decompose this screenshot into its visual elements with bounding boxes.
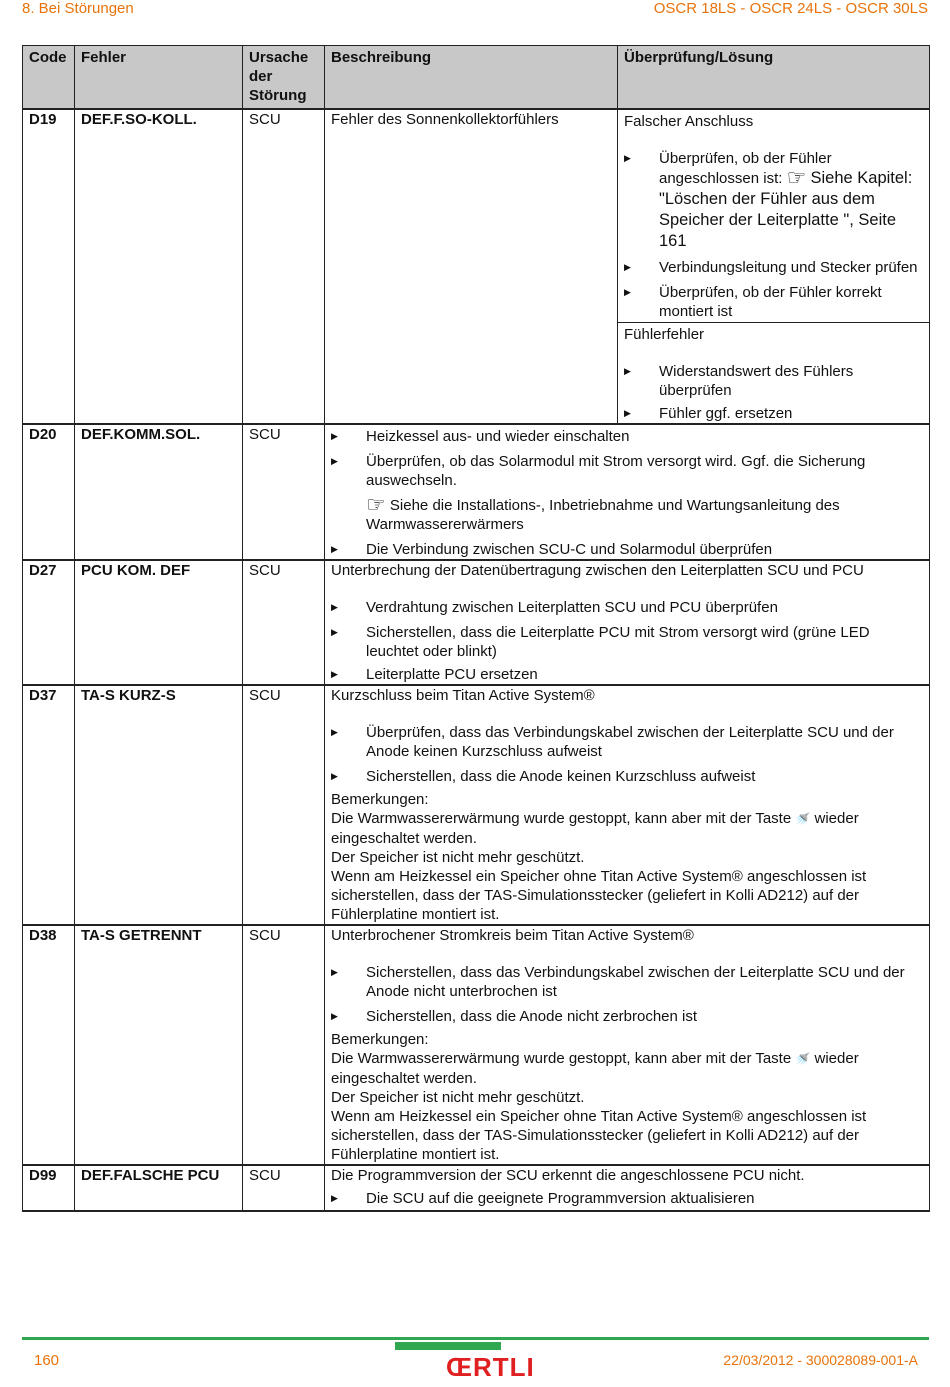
remarks-title: Bemerkungen: bbox=[331, 1031, 429, 1048]
list-item bbox=[331, 623, 923, 661]
list-item bbox=[331, 598, 923, 617]
list-item bbox=[624, 362, 923, 400]
col-solution: Überprüfung/Lösung bbox=[618, 46, 930, 110]
fault-code: D37 bbox=[23, 685, 75, 925]
col-description: Beschreibung bbox=[325, 46, 618, 110]
bullet-icon: ▶ bbox=[624, 287, 631, 297]
bullet-icon: ▶ bbox=[331, 456, 338, 466]
fault-description: Die Programmversion der SCU erkennt die angeschlossene PCU nicht. bbox=[331, 1167, 805, 1184]
hot-water-tap-icon: 🚿 bbox=[795, 1052, 811, 1066]
step-text: Sicherstellen, dass die Anode nicht zerbrochen ist bbox=[366, 1008, 698, 1025]
solution-list bbox=[331, 427, 923, 559]
fault-name: DEF.FALSCHE PCU bbox=[75, 1165, 243, 1211]
bullet-icon: ▶ bbox=[331, 771, 338, 781]
col-cause: Ursache der Störung bbox=[243, 46, 325, 110]
list-item bbox=[624, 149, 923, 252]
remarks bbox=[331, 790, 923, 924]
remark-text-b: wieder eingeschaltet werden. bbox=[331, 810, 859, 847]
solution-list bbox=[624, 362, 923, 423]
list-item bbox=[331, 665, 923, 684]
list-item bbox=[331, 1189, 923, 1210]
solution-list bbox=[331, 963, 923, 1026]
step-text: Überprüfen, ob das Solarmodul mit Strom versorgt wird. Ggf. die Sicherung auswechseln. bbox=[366, 453, 866, 489]
bullet-icon: ▶ bbox=[624, 153, 631, 163]
fault-description: Unterbrechung der Datenübertragung zwischen den Leiterplatten SCU und PCU bbox=[331, 562, 864, 579]
solution-cell bbox=[325, 1165, 930, 1211]
bullet-icon: ▶ bbox=[624, 408, 631, 418]
solution-cell bbox=[618, 109, 930, 424]
table-row bbox=[23, 1165, 930, 1211]
fault-cause: SCU bbox=[243, 685, 325, 925]
brand-logo: ŒRTLI bbox=[446, 1352, 535, 1382]
list-item bbox=[331, 427, 923, 446]
fault-code: D20 bbox=[23, 424, 75, 560]
footer-divider bbox=[22, 1337, 929, 1340]
step-text: Die SCU auf die geeignete Programmversion aktualisieren bbox=[366, 1190, 755, 1207]
table-row bbox=[23, 925, 930, 1165]
bullet-icon: ▶ bbox=[331, 544, 338, 554]
fault-name: DEF.KOMM.SOL. bbox=[75, 424, 243, 560]
fault-description: Fehler des Sonnenkollektorfühlers bbox=[325, 109, 618, 424]
fault-description: Kurzschluss beim Titan Active System® bbox=[331, 687, 595, 704]
fault-code: D99 bbox=[23, 1165, 75, 1211]
page-number: 160 bbox=[34, 1352, 60, 1369]
pointing-hand-icon: ☞ bbox=[366, 492, 386, 517]
step-text: Überprüfen, ob der Fühler angeschlossen ist: bbox=[659, 150, 832, 187]
table-row bbox=[23, 685, 930, 925]
bullet-icon: ▶ bbox=[331, 431, 338, 441]
remark-text: Der Speicher ist nicht mehr geschützt. bbox=[331, 849, 585, 866]
footer-accent-bar bbox=[395, 1342, 501, 1350]
table-row bbox=[23, 560, 930, 685]
remark-text: Der Speicher ist nicht mehr geschützt. bbox=[331, 1089, 585, 1106]
pointing-hand-icon: ☞ bbox=[786, 165, 807, 190]
step-text: Verbindungsleitung und Stecker prüfen bbox=[659, 259, 918, 276]
bullet-icon: ▶ bbox=[624, 366, 631, 376]
table-header-row bbox=[23, 46, 930, 110]
list-item bbox=[331, 963, 923, 1001]
fault-name: TA-S GETRENNT bbox=[75, 925, 243, 1165]
step-text: Fühler ggf. ersetzen bbox=[659, 405, 793, 422]
solution-cell bbox=[325, 560, 930, 685]
list-item bbox=[624, 404, 923, 423]
remark-text-a: Die Warmwassererwärmung wurde gestoppt, kann aber mit der Taste bbox=[331, 1050, 792, 1067]
fault-cause: SCU bbox=[243, 1165, 325, 1211]
fault-cause: SCU bbox=[243, 925, 325, 1165]
list-item bbox=[331, 1007, 923, 1026]
bullet-icon: ▶ bbox=[331, 1193, 338, 1203]
step-text: Heizkessel aus- und wieder einschalten bbox=[366, 428, 630, 445]
fault-cause: SCU bbox=[243, 560, 325, 685]
solution-list bbox=[331, 598, 923, 684]
step-text: Sicherstellen, dass das Verbindungskabel zwischen der Leiterplatte SCU und der Anode nicht unterbrochen ist bbox=[366, 964, 905, 1000]
fault-code: D19 bbox=[23, 109, 75, 424]
step-text: Sicherstellen, dass die Leiterplatte PCU mit Strom versorgt wird (grüne LED leuchtet oder blinkt) bbox=[366, 624, 870, 660]
col-code: Code bbox=[23, 46, 75, 110]
solution-list bbox=[624, 149, 923, 321]
bullet-icon: ▶ bbox=[624, 262, 631, 272]
remark-text-b: wieder eingeschaltet werden. bbox=[331, 1050, 859, 1087]
solution-cell bbox=[325, 685, 930, 925]
table-row bbox=[23, 424, 930, 560]
block-title: Falscher Anschluss bbox=[624, 113, 754, 130]
remarks-title: Bemerkungen: bbox=[331, 791, 429, 808]
step-text: Überprüfen, dass das Verbindungskabel zwischen der Leiterplatte SCU und der Anode keinen Kurzschluss aufweist bbox=[366, 724, 894, 760]
remark-text: Wenn am Heizkessel ein Speicher ohne Titan Active System® angeschlossen ist sicherstellen, dass der TAS-Simulationsstecker (geliefert in Kolli AD212) auf der Fühlerplatine montiert ist. bbox=[331, 1108, 867, 1163]
hot-water-tap-icon: 🚿 bbox=[795, 812, 811, 826]
list-item bbox=[624, 258, 923, 277]
fault-cause: SCU bbox=[243, 109, 325, 424]
table-row bbox=[23, 109, 930, 424]
list-item bbox=[331, 452, 923, 534]
fault-description: Unterbrochener Stromkreis beim Titan Active System® bbox=[331, 927, 694, 944]
remark-text bbox=[331, 1049, 923, 1088]
remarks bbox=[331, 1030, 923, 1164]
fault-name: DEF.F.SO-KOLL. bbox=[75, 109, 243, 424]
solution-cell bbox=[325, 925, 930, 1165]
bullet-icon: ▶ bbox=[331, 1011, 338, 1021]
list-item bbox=[331, 540, 923, 559]
cross-reference-link[interactable]: Siehe Kapitel: "Löschen der Fühler aus dem Speicher der Leiterplatte ", Seite 161 bbox=[659, 169, 913, 250]
bullet-icon: ▶ bbox=[331, 727, 338, 737]
model-title: OSCR 18LS - OSCR 24LS - OSCR 30LS bbox=[653, 0, 928, 17]
remark-text: Wenn am Heizkessel ein Speicher ohne Titan Active System® angeschlossen ist sicherstellen, dass der TAS-Simulationsstecker (geliefert in Kolli AD212) auf der Fühlerplatine montiert ist. bbox=[331, 868, 867, 923]
col-fault: Fehler bbox=[75, 46, 243, 110]
fault-name: PCU KOM. DEF bbox=[75, 560, 243, 685]
step-text: Überprüfen, ob der Fühler korrekt montiert ist bbox=[659, 284, 882, 320]
fault-cause: SCU bbox=[243, 424, 325, 560]
chapter-title: 8. Bei Störungen bbox=[22, 0, 134, 17]
list-item bbox=[331, 767, 923, 786]
fault-name: TA-S KURZ-S bbox=[75, 685, 243, 925]
solution-list bbox=[331, 723, 923, 786]
fault-code: D38 bbox=[23, 925, 75, 1165]
step-text: Verdrahtung zwischen Leiterplatten SCU und PCU überprüfen bbox=[366, 599, 778, 616]
bullet-icon: ▶ bbox=[331, 967, 338, 977]
solution-cell bbox=[325, 424, 930, 560]
list-item bbox=[624, 283, 923, 321]
step-text: Widerstandswert des Fühlers überprüfen bbox=[659, 363, 854, 399]
bullet-icon: ▶ bbox=[331, 602, 338, 612]
remark-text-a: Die Warmwassererwärmung wurde gestoppt, kann aber mit der Taste bbox=[331, 810, 792, 827]
fault-table bbox=[22, 45, 930, 1212]
bullet-icon: ▶ bbox=[331, 669, 338, 679]
bullet-icon: ▶ bbox=[331, 627, 338, 637]
document-reference: 22/03/2012 - 300028089-001-A bbox=[723, 1352, 918, 1368]
block-title: Fühlerfehler bbox=[624, 326, 705, 343]
step-text: Sicherstellen, dass die Anode keinen Kurzschluss aufweist bbox=[366, 768, 756, 785]
step-text: Leiterplatte PCU ersetzen bbox=[366, 666, 538, 683]
fault-code: D27 bbox=[23, 560, 75, 685]
solution-list bbox=[331, 1189, 923, 1210]
step-text: Die Verbindung zwischen SCU-C und Solarmodul überprüfen bbox=[366, 541, 773, 558]
cross-reference-text: Siehe die Installations-, Inbetriebnahme und Wartungsanleitung des Warmwassererwärmers bbox=[366, 497, 840, 533]
list-item bbox=[331, 723, 923, 761]
remark-text bbox=[331, 809, 923, 848]
